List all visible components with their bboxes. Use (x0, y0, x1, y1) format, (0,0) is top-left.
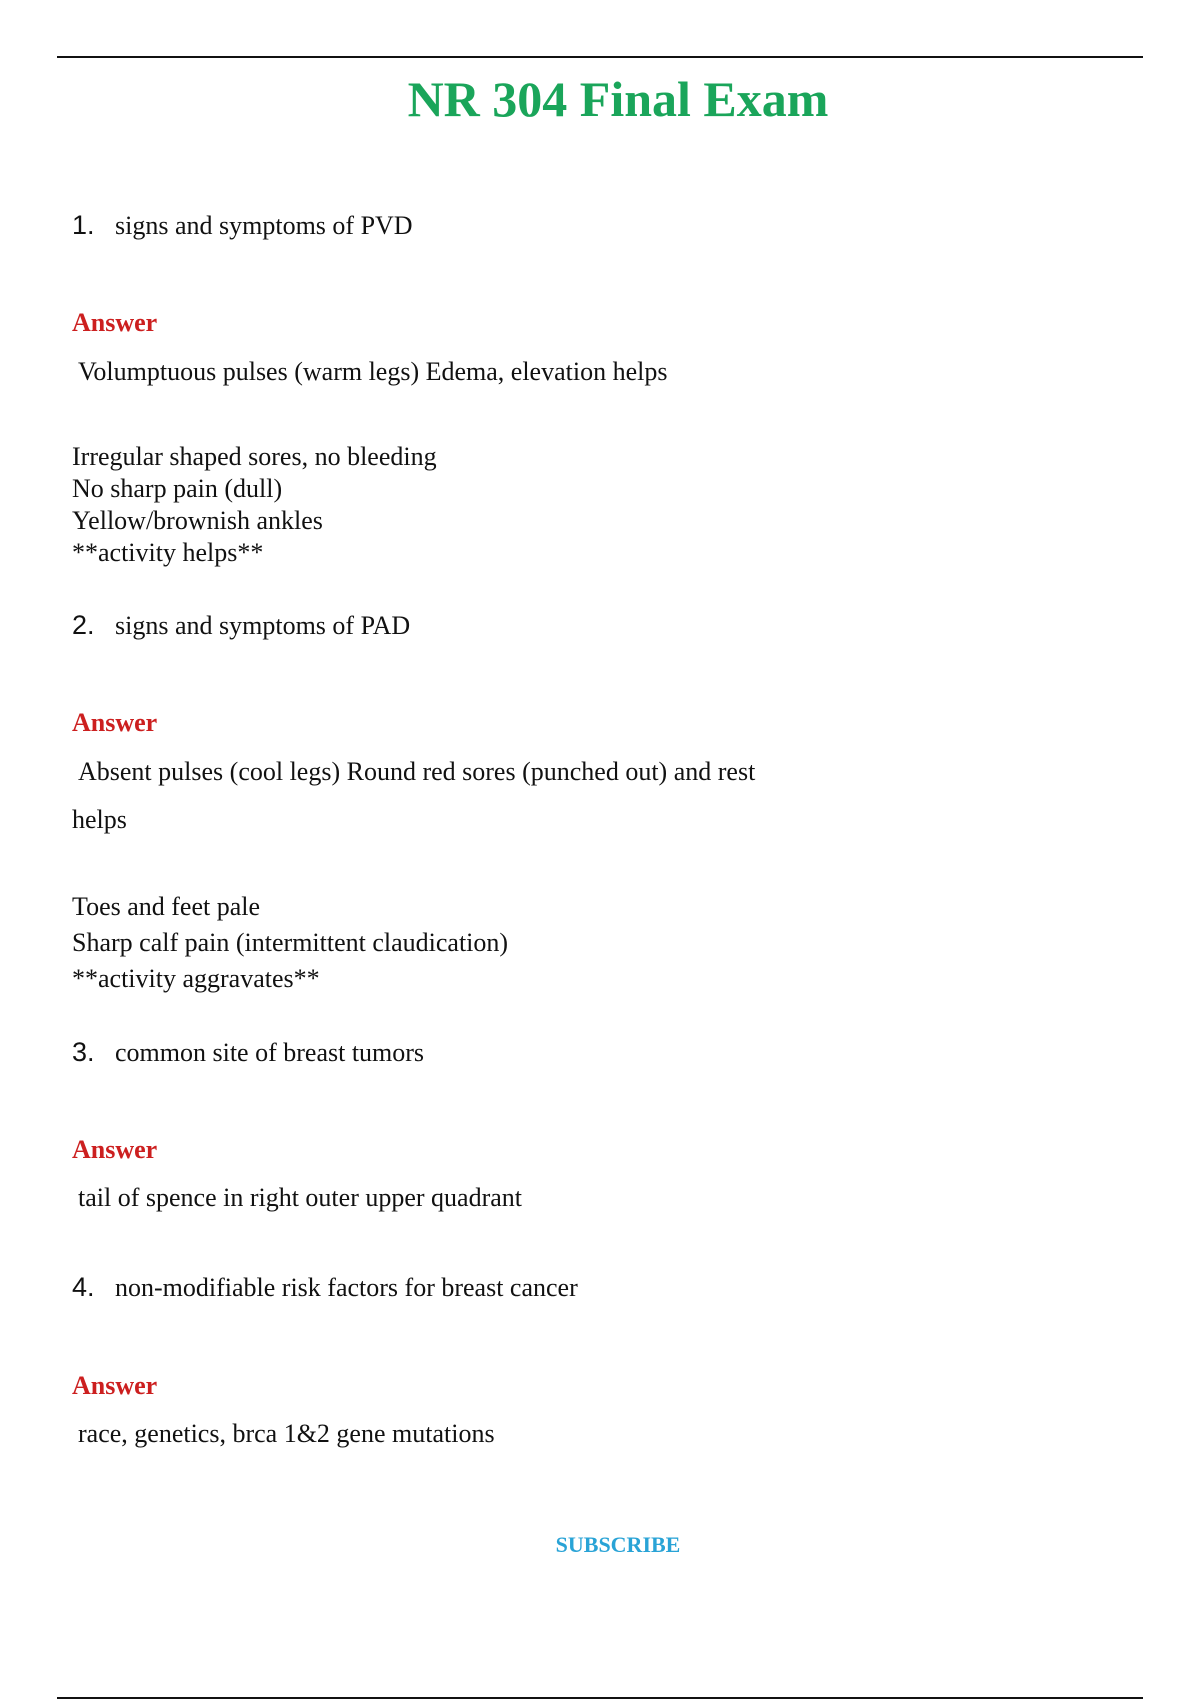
question-text: non-modifiable risk factors for breast cancer (115, 1273, 578, 1302)
question-number: 3. (72, 1037, 95, 1067)
answer-text-continued: helps (72, 805, 127, 834)
answer-label: Answer (72, 1371, 158, 1400)
answer-label: Answer (72, 308, 158, 337)
answer-details (72, 441, 437, 569)
page-title: NR 304 Final Exam (407, 71, 829, 127)
answer-text: Volumptuous pulses (warm legs) Edema, elevation helps (78, 357, 668, 386)
answer-details (72, 891, 508, 999)
detail-line: **activity helps** (72, 538, 264, 567)
answer-label: Answer (72, 1135, 158, 1164)
question-text: signs and symptoms of PAD (115, 611, 411, 640)
question-number: 4. (72, 1272, 95, 1302)
question-4 (72, 1272, 578, 1303)
answer-text: tail of spence in right outer upper quadrant (78, 1183, 523, 1212)
top-rule (57, 56, 1143, 58)
detail-line: Yellow/brownish ankles (72, 506, 323, 535)
question-text: signs and symptoms of PVD (115, 211, 413, 240)
question-number: 1. (72, 210, 95, 240)
bottom-rule (57, 1697, 1143, 1699)
question-1 (72, 210, 413, 241)
question-number: 2. (72, 610, 95, 640)
detail-line: **activity aggravates** (72, 964, 320, 993)
detail-line: Irregular shaped sores, no bleeding (72, 442, 437, 471)
question-text: common site of breast tumors (115, 1038, 425, 1067)
answer-label: Answer (72, 708, 158, 737)
answer-text: race, genetics, brca 1&2 gene mutations (78, 1419, 495, 1448)
question-3 (72, 1037, 424, 1068)
question-2 (72, 610, 410, 641)
answer-text: Absent pulses (cool legs) Round red sores (punched out) and rest (78, 757, 756, 786)
subscribe-link[interactable]: SUBSCRIBE (555, 1532, 681, 1557)
detail-line: No sharp pain (dull) (72, 474, 283, 503)
detail-line: Sharp calf pain (intermittent claudication) (72, 928, 509, 957)
detail-line: Toes and feet pale (72, 892, 261, 921)
